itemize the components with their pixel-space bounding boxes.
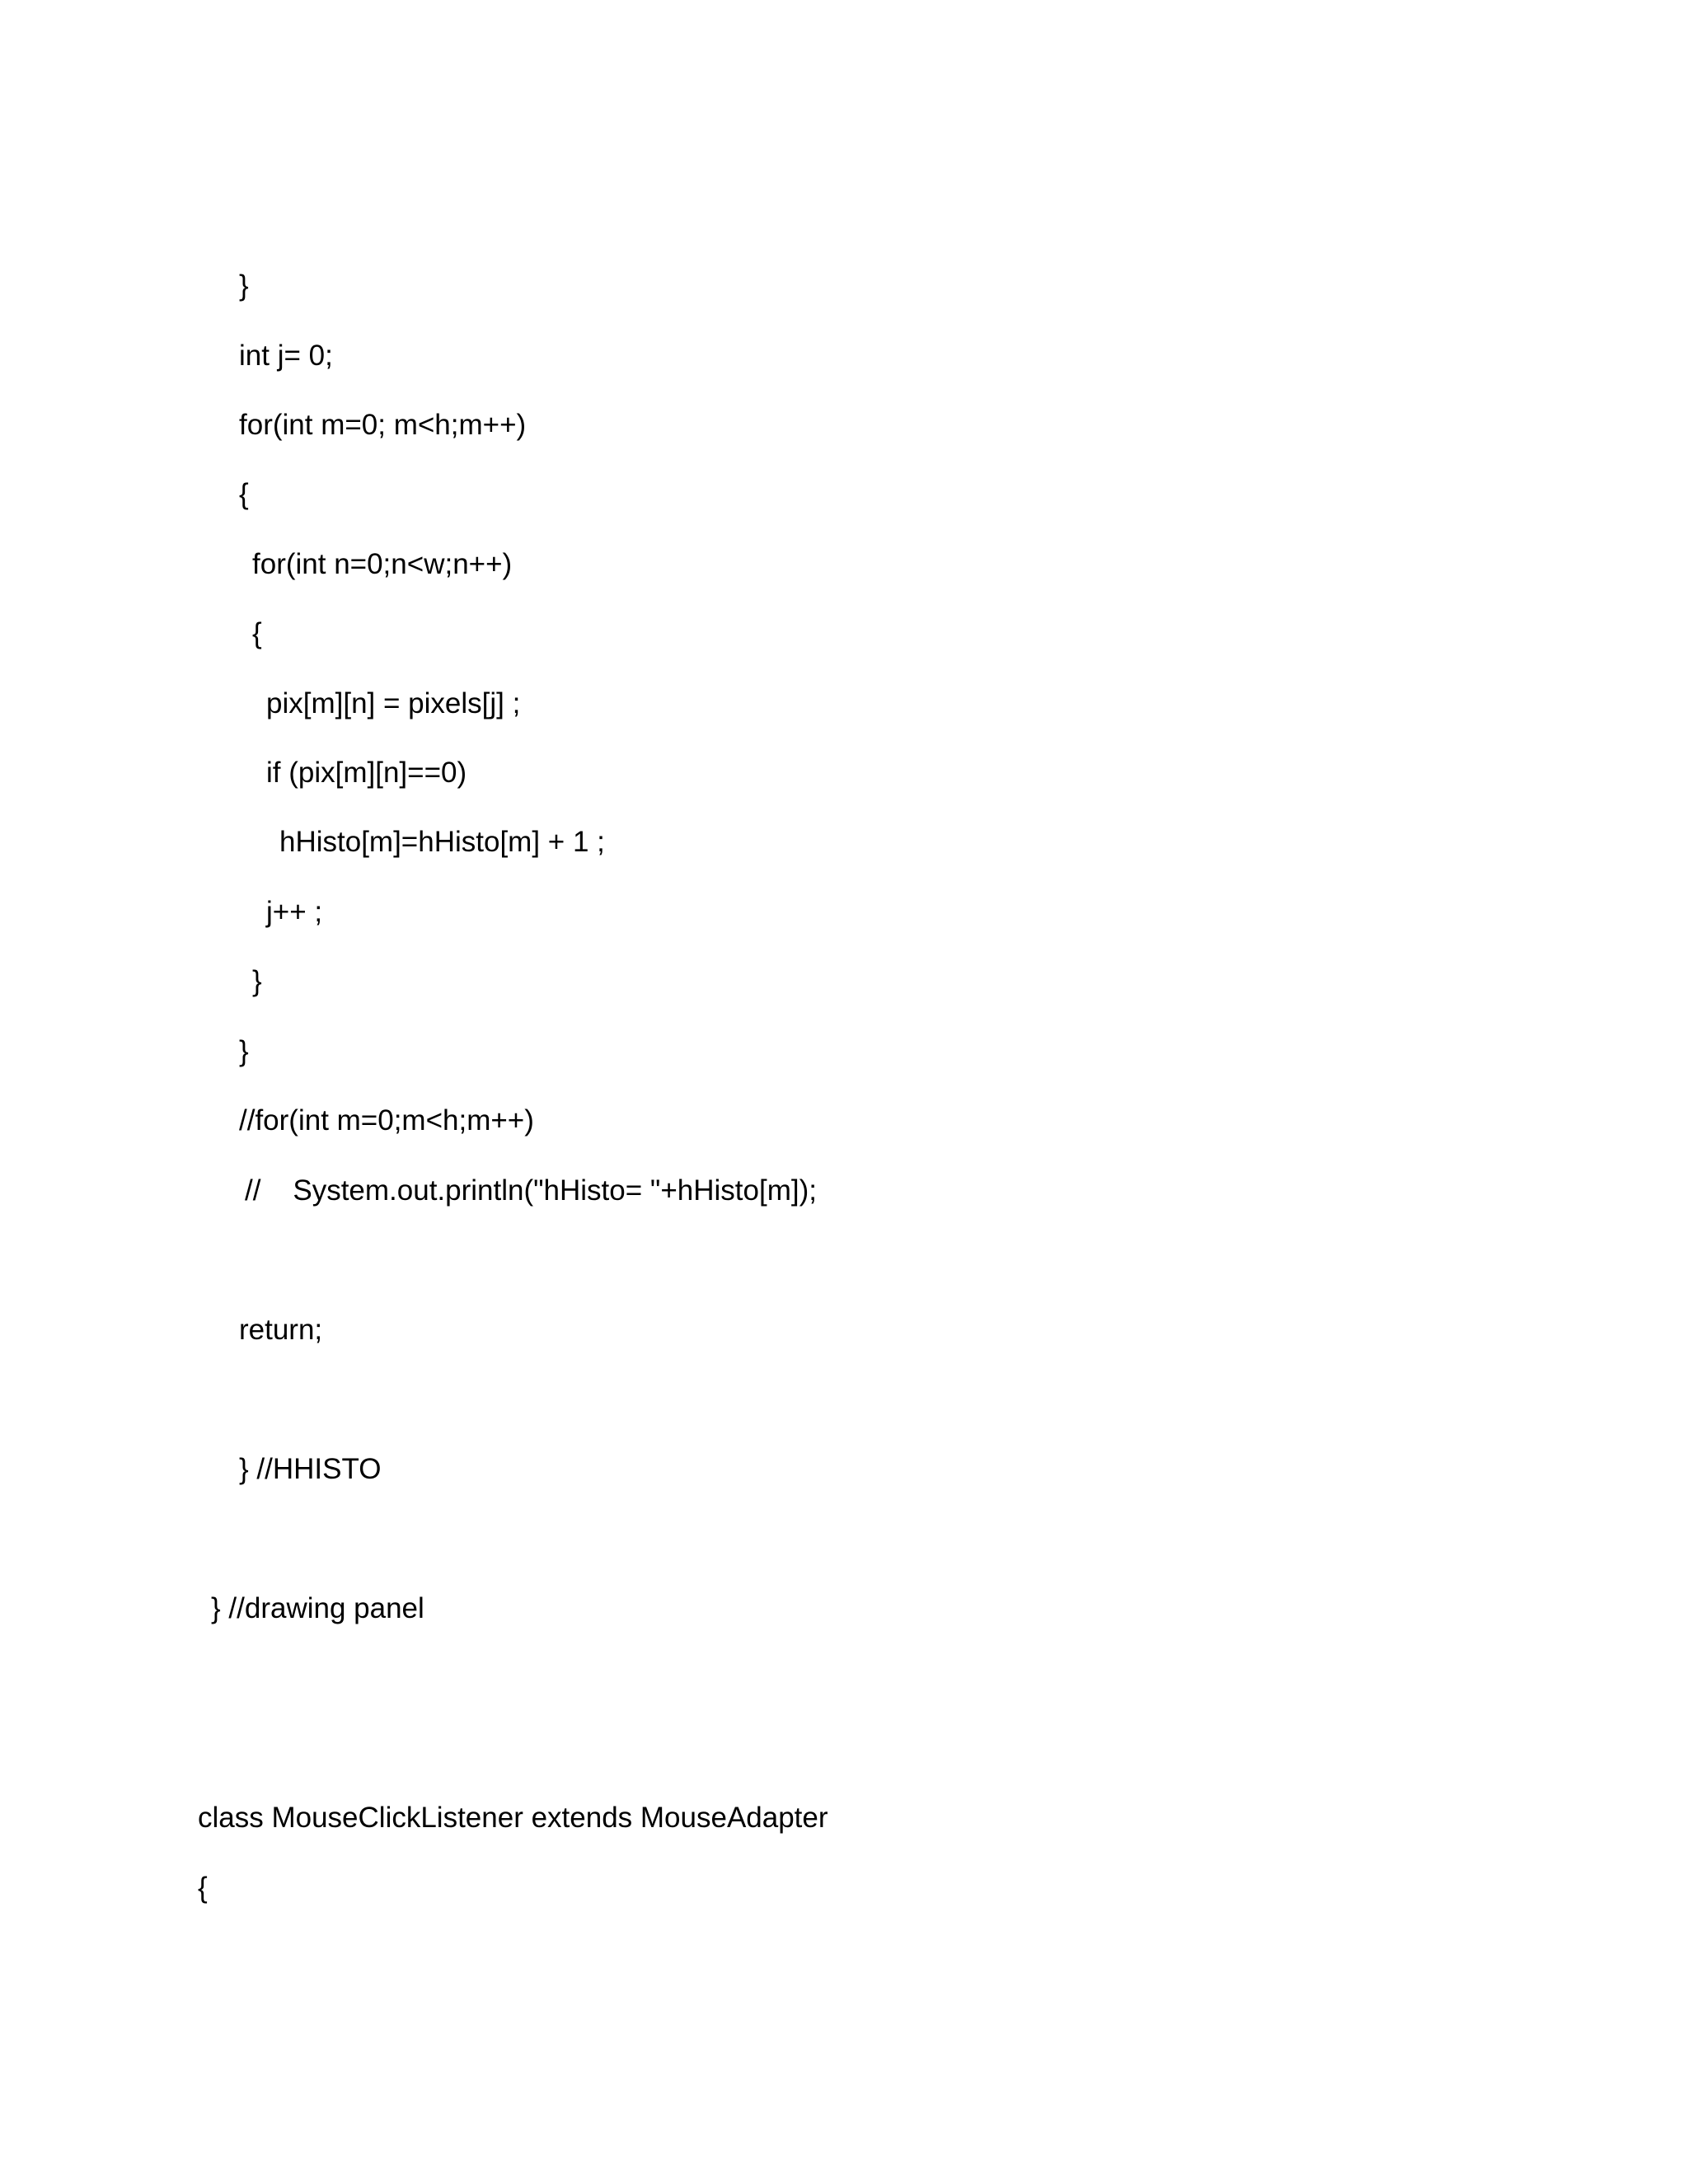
code-line: // System.out.println("hHisto= "+hHisto[m]);	[245, 1174, 817, 1207]
code-line: } //HHISTO	[239, 1453, 382, 1485]
code-line: j++ ;	[266, 896, 323, 928]
code-line: return;	[239, 1314, 323, 1346]
code-line: hHisto[m]=hHisto[m] + 1 ;	[279, 826, 605, 858]
code-line: {	[239, 478, 249, 510]
code-line: pix[m][n] = pixels[j] ;	[266, 687, 521, 719]
code-line: } //drawing panel	[211, 1592, 424, 1624]
code-line: }	[239, 269, 249, 302]
code-line: {	[198, 1872, 208, 1904]
code-line: class MouseClickListener extends MouseAdapter	[198, 1802, 828, 1834]
code-line: for(int m=0; m<h;m++)	[239, 409, 527, 441]
code-line: for(int n=0;n<w;n++)	[252, 548, 513, 580]
code-line: {	[252, 617, 262, 649]
code-line: if (pix[m][n]==0)	[266, 757, 467, 789]
code-line: }	[252, 965, 262, 997]
code-line: }	[239, 1035, 249, 1067]
code-line: //for(int m=0;m<h;m++)	[239, 1104, 534, 1137]
code-line: int j= 0;	[239, 340, 333, 372]
